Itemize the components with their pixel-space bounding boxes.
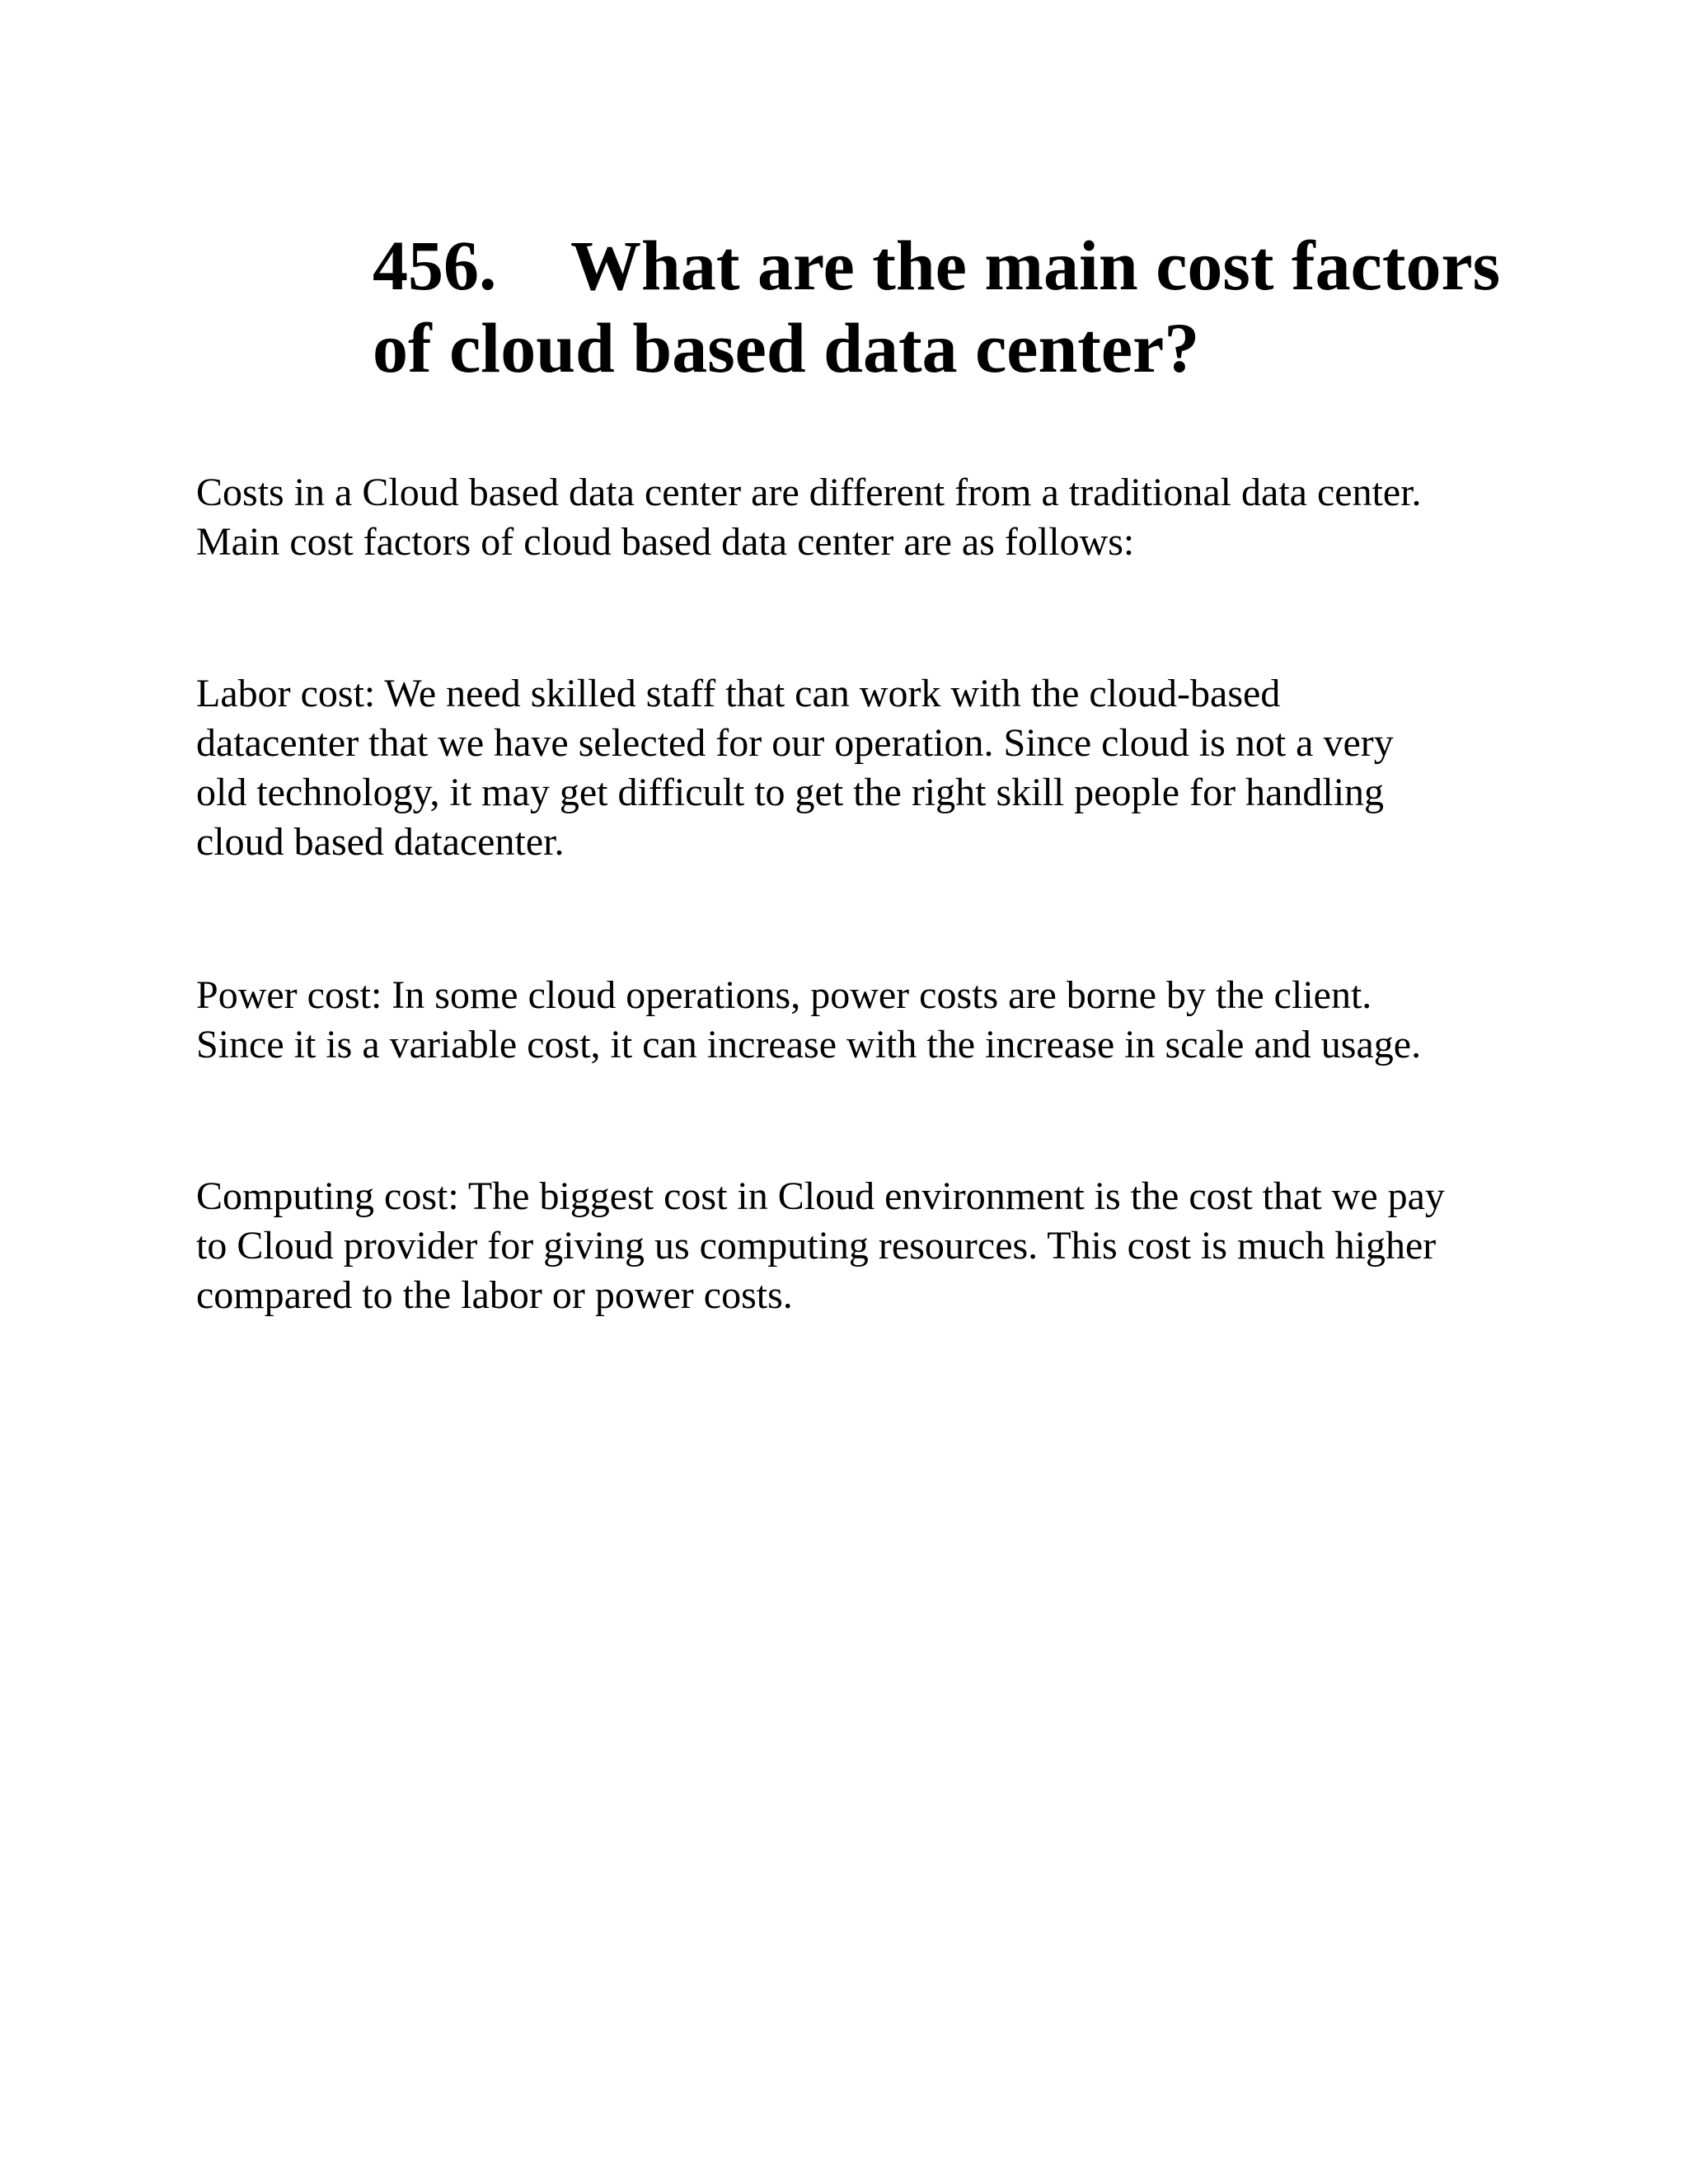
labor-cost-line: datacenter that we have selected for our operation. Since cloud is not a very <box>196 721 1394 765</box>
power-cost-line: Since it is a variable cost, it can increase with the increase in scale and usage. <box>196 1023 1422 1066</box>
intro-line: Main cost factors of cloud based data center are as follows: <box>196 520 1135 564</box>
power-cost-line: Power cost: In some cloud operations, power costs are borne by the client. <box>196 973 1372 1017</box>
question-heading <box>373 224 1543 389</box>
labor-cost-line: cloud based datacenter. <box>196 820 565 864</box>
labor-cost-paragraph <box>196 669 1482 867</box>
computing-cost-line: compared to the labor or power costs. <box>196 1273 793 1317</box>
computing-cost-line: to Cloud provider for giving us computing resources. This cost is much higher <box>196 1224 1437 1268</box>
heading-text-line-1: What are the main cost factors <box>570 226 1501 305</box>
computing-cost-line: Computing cost: The biggest cost in Cloud environment is the cost that we pay <box>196 1174 1445 1218</box>
power-cost-paragraph <box>196 971 1482 1070</box>
labor-cost-line: old technology, it may get difficult to get the right skill people for handling <box>196 771 1385 814</box>
heading-line-1 <box>373 224 1543 307</box>
intro-paragraph <box>196 468 1482 567</box>
heading-text-line-2: of cloud based data center? <box>373 308 1200 387</box>
labor-cost-line: Labor cost: We need skilled staff that can work with the cloud-based <box>196 672 1281 715</box>
question-number: 456. <box>373 226 497 305</box>
computing-cost-paragraph <box>196 1172 1482 1320</box>
intro-line: Costs in a Cloud based data center are different from a traditional data center. <box>196 471 1422 514</box>
